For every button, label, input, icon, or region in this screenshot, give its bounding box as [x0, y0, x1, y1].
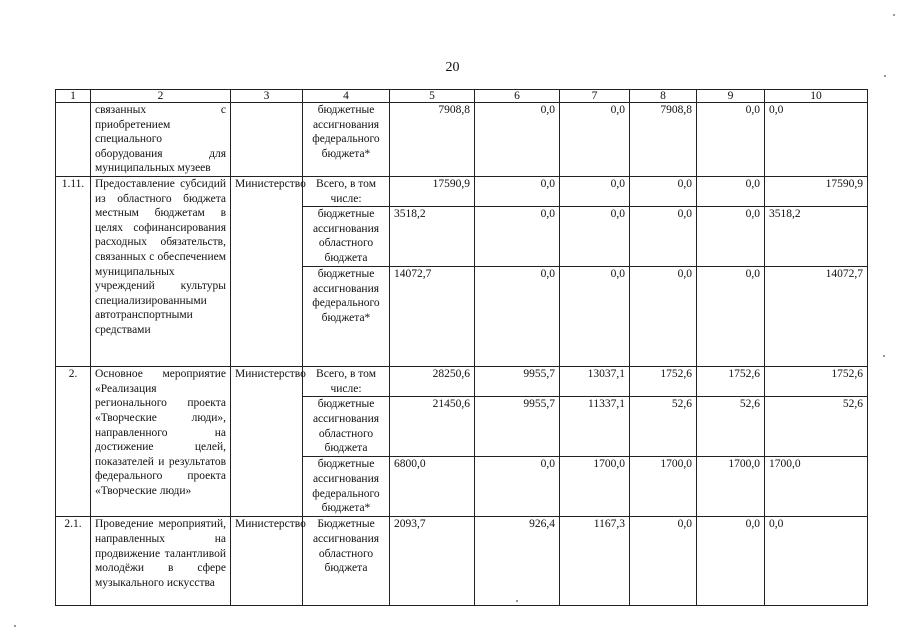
amount-year: 13037,1 — [560, 367, 630, 397]
scan-speck — [883, 355, 885, 357]
amount-year: 0,0 — [765, 517, 868, 606]
amount-year: 0,0 — [697, 267, 765, 367]
amount-year: 0,0 — [630, 176, 697, 206]
column-header: 3 — [231, 90, 303, 103]
amount-total: 7908,8 — [390, 103, 475, 177]
amount-year: 1700,0 — [560, 457, 630, 517]
amount-total: 28250,6 — [390, 367, 475, 397]
scan-speck — [516, 600, 518, 602]
amount-total: 3518,2 — [390, 207, 475, 267]
column-header: 9 — [697, 90, 765, 103]
amount-year: 0,0 — [697, 517, 765, 606]
amount-year: 0,0 — [697, 103, 765, 177]
funding-source: Всего, в том числе: — [303, 367, 390, 397]
amount-year: 1700,0 — [630, 457, 697, 517]
column-number-row — [56, 90, 868, 103]
item-name: Основное мероприятие «Реализация регионального проекта «Творческие люди», направленного на достижение целей, показателей и результатов федерального проекта «Творческие люди» — [91, 367, 231, 517]
amount-year: 0,0 — [697, 207, 765, 267]
amount-year: 0,0 — [475, 207, 560, 267]
funding-source: бюджетные ассигнования областного бюджета — [303, 397, 390, 457]
amount-total: 17590,9 — [390, 176, 475, 206]
amount-year: 0,0 — [475, 176, 560, 206]
column-header: 7 — [560, 90, 630, 103]
amount-year: 0,0 — [560, 267, 630, 367]
page-number: 20 — [445, 60, 460, 75]
funding-source: бюджетные ассигнования федерального бюджета* — [303, 267, 390, 367]
funding-source: бюджетные ассигнования федерального бюджета* — [303, 457, 390, 517]
table-row — [56, 176, 868, 206]
table-row — [56, 517, 868, 606]
amount-year: 11337,1 — [560, 397, 630, 457]
amount-year: 0,0 — [630, 207, 697, 267]
amount-total: 14072,7 — [390, 267, 475, 367]
amount-year: 0,0 — [475, 103, 560, 177]
executor: Министерство — [231, 367, 303, 517]
column-header: 10 — [765, 90, 868, 103]
amount-year: 7908,8 — [630, 103, 697, 177]
amount-year: 3518,2 — [765, 207, 868, 267]
column-header: 1 — [56, 90, 91, 103]
funding-source: Бюджетные ассигнования областного бюджета — [303, 517, 390, 606]
amount-year: 1752,6 — [697, 367, 765, 397]
amount-year: 52,6 — [630, 397, 697, 457]
column-header: 5 — [390, 90, 475, 103]
table-row — [56, 367, 868, 397]
item-number: 2. — [56, 367, 91, 517]
amount-year: 0,0 — [475, 267, 560, 367]
column-header: 2 — [91, 90, 231, 103]
amount-year: 52,6 — [765, 397, 868, 457]
item-number — [56, 103, 91, 177]
funding-source: Всего, в том числе: — [303, 176, 390, 206]
amount-year: 0,0 — [560, 207, 630, 267]
item-name: Проведение мероприятий, направленных на продвижение талантливой молодёжи в сфере музыкального искусства — [91, 517, 231, 606]
amount-year: 0,0 — [630, 517, 697, 606]
amount-year: 0,0 — [475, 457, 560, 517]
amount-year: 0,0 — [560, 103, 630, 177]
amount-year: 9955,7 — [475, 367, 560, 397]
amount-total: 2093,7 — [390, 517, 475, 606]
executor: Министерство — [231, 176, 303, 366]
column-header: 8 — [630, 90, 697, 103]
budget-table — [55, 89, 868, 606]
amount-year: 17590,9 — [765, 176, 868, 206]
table-row — [56, 103, 868, 177]
amount-total: 21450,6 — [390, 397, 475, 457]
amount-year: 14072,7 — [765, 267, 868, 367]
column-header: 6 — [475, 90, 560, 103]
scan-speck — [14, 625, 16, 627]
funding-source: бюджетные ассигнования областного бюджета — [303, 207, 390, 267]
item-name: Предоставление субсидий из областного бюджета местным бюджетам в целях софинансирования расходных обязательств, связанных с обеспечением муниципальных учреждений культуры специализированными автотранспортными средствами — [91, 176, 231, 366]
amount-year: 926,4 — [475, 517, 560, 606]
executor — [231, 103, 303, 177]
funding-source: бюджетные ассигнования федерального бюджета* — [303, 103, 390, 177]
item-number: 2.1. — [56, 517, 91, 606]
scan-speck — [884, 75, 886, 77]
item-number: 1.11. — [56, 176, 91, 366]
amount-year: 1752,6 — [765, 367, 868, 397]
amount-year: 0,0 — [630, 267, 697, 367]
item-name: связанных с приобретением специального оборудования для муниципальных музеев — [91, 103, 231, 177]
executor: Министерство — [231, 517, 303, 606]
amount-total: 6800,0 — [390, 457, 475, 517]
amount-year: 1167,3 — [560, 517, 630, 606]
amount-year: 0,0 — [560, 176, 630, 206]
amount-year: 1752,6 — [630, 367, 697, 397]
amount-year: 1700,0 — [697, 457, 765, 517]
amount-year: 52,6 — [697, 397, 765, 457]
amount-year: 0,0 — [697, 176, 765, 206]
amount-year: 1700,0 — [765, 457, 868, 517]
amount-year: 0,0 — [765, 103, 868, 177]
amount-year: 9955,7 — [475, 397, 560, 457]
column-header: 4 — [303, 90, 390, 103]
scan-speck — [893, 14, 895, 16]
